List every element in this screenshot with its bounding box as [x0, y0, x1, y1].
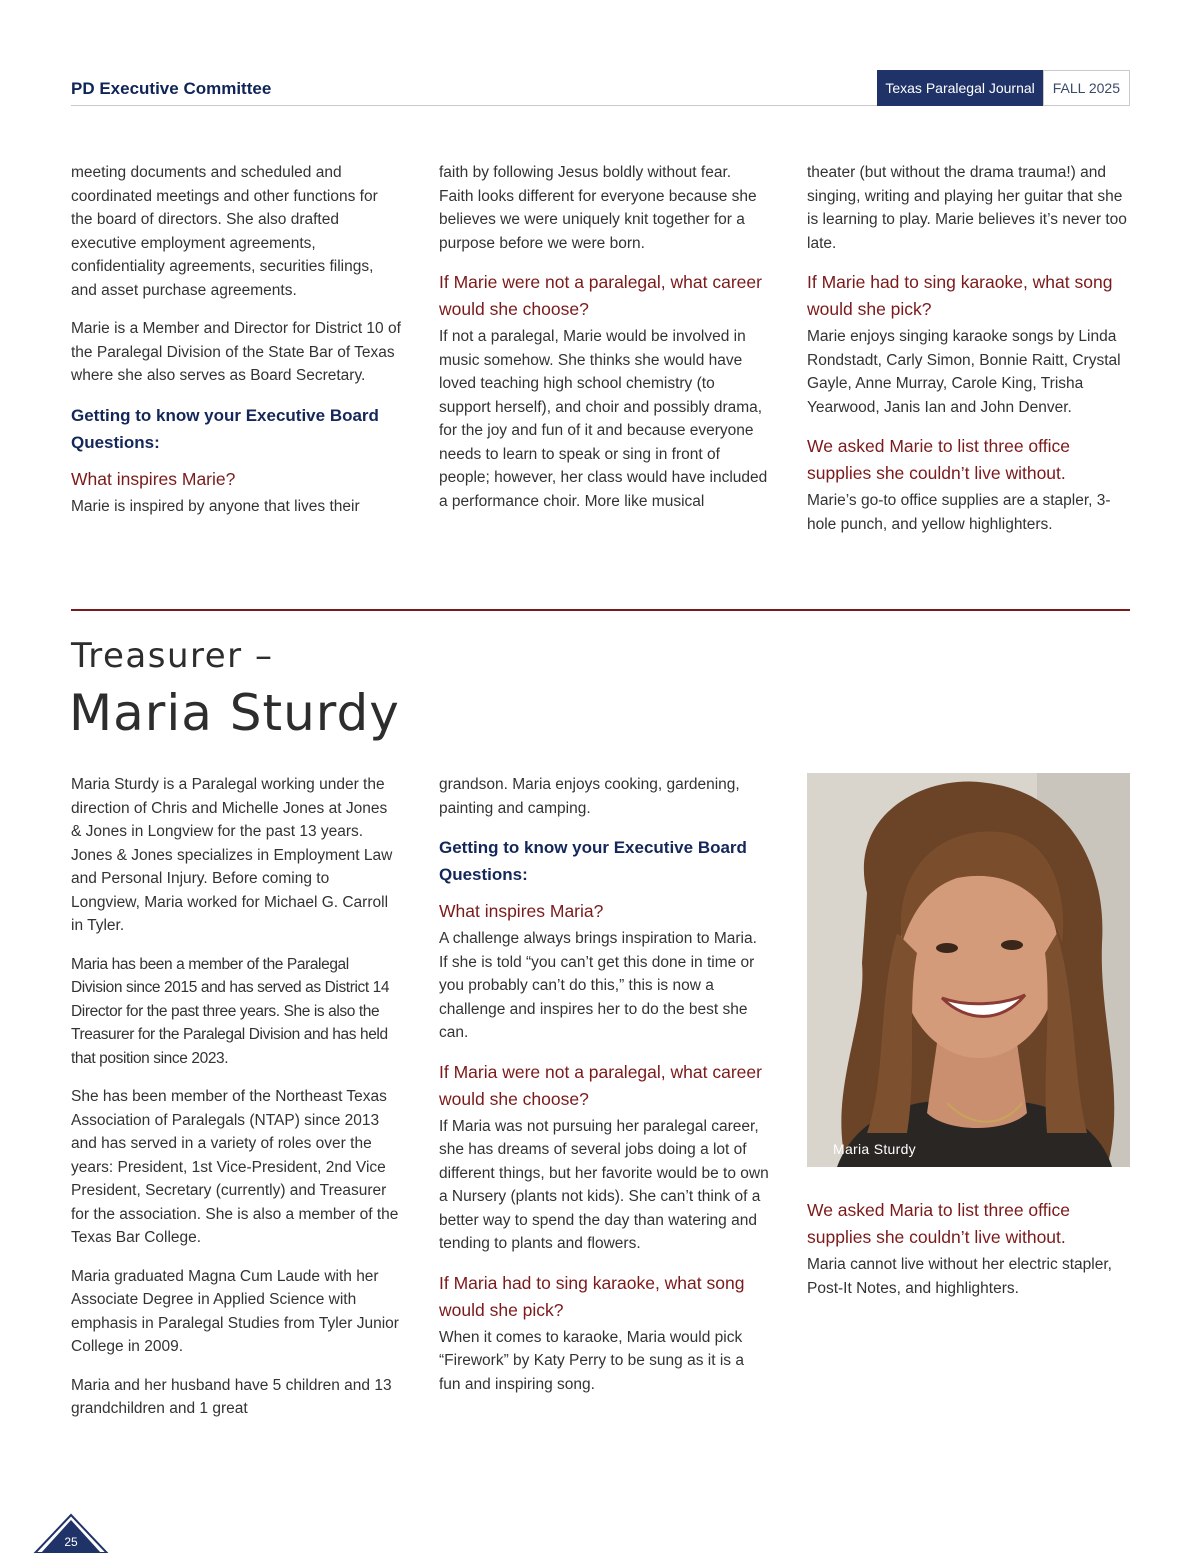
paragraph: If Maria was not pursuing her paralegal career, she has dreams of several jobs doing a lot of different things, but her favorite would be to own a Nursery (plants not kids). She can’t think of a better way to spend the day than watering and tending to plants and flowers.	[439, 1117, 769, 1252]
page-header	[71, 70, 1130, 106]
maria-column-2	[439, 773, 769, 1396]
question-heading: If Marie were not a paralegal, what career would she choose?	[439, 272, 762, 319]
photo-caption: Maria Sturdy	[833, 1141, 916, 1157]
paragraph: Marie’s go-to office supplies are a stapler, 3-hole punch, and yellow highlighters.	[807, 492, 1111, 533]
issue-season: FALL 2025	[1043, 70, 1130, 106]
portrait-photo	[807, 773, 1130, 1167]
paragraph: Maria graduated Magna Cum Laude with her Associate Degree in Applied Science with emphasis in Paralegal Studies from Tyler Junior College in 2009.	[71, 1267, 399, 1355]
question-heading: If Maria had to sing karaoke, what song would she pick?	[439, 1272, 745, 1320]
question-heading: If Maria were not a paralegal, what career would she choose?	[439, 1061, 762, 1109]
paragraph: When it comes to karaoke, Maria would pick “Firework” by Katy Perry to be sung as it is a fun and inspiring song.	[439, 1328, 744, 1393]
paragraph: She has been member of the Northeast Texas Association of Paralegals (NTAP) since 2013 and has served in a variety of roles over the years: President, 1st Vice-President, 2nd Vice President, Secretary (currently) and Treasurer for the association. She is also a member of the Texas Bar College.	[71, 1088, 399, 1246]
portrait-illustration	[807, 773, 1130, 1167]
marie-column-2	[439, 161, 769, 513]
paragraph: Maria has been a member of the Paralegal Division since 2015 and has served as District 14 Director for the past three years. She is also the Treasurer for the Paralegal Division and has held that position since 2023.	[71, 955, 390, 1067]
person-name: Maria Sturdy	[69, 684, 400, 742]
paragraph: Maria Sturdy is a Paralegal working under the direction of Chris and Michelle Jones at Jones & Jones in Longview for the past 13 years. Jones & Jones specializes in Employment Law and Personal Injury. Before coming to Longview, Maria worked for Michael G. Carroll in Tyler.	[71, 776, 393, 934]
paragraph: Maria cannot live without her electric stapler, Post-It Notes, and highlighters.	[807, 1256, 1112, 1297]
question-heading: We asked Marie to list three office supplies she couldn’t live without.	[807, 436, 1070, 483]
maria-column-1	[71, 773, 401, 1421]
paragraph: A challenge always brings inspiration to Maria. If she is told “you can’t get this done in time or you probably can’t do this,” this is now a challenge and inspires her to do the best she can.	[439, 930, 757, 1041]
paragraph: Marie is a Member and Director for District 10 of the Paralegal Division of the State Bar of Texas where she also serves as Board Secretary.	[71, 320, 401, 384]
marie-column-3	[807, 161, 1137, 536]
header-badges	[877, 70, 1130, 106]
maria-column-3	[807, 1197, 1137, 1300]
page-number: 25	[64, 1535, 78, 1549]
questions-heading: Getting to know your Executive Board Questions:	[71, 405, 379, 452]
journal-name: Texas Paralegal Journal	[877, 70, 1042, 106]
paragraph: Marie is inspired by anyone that lives their	[71, 497, 360, 515]
question-heading: What inspires Maria?	[439, 901, 604, 921]
paragraph: grandson. Maria enjoys cooking, gardening, painting and camping.	[439, 776, 740, 817]
paragraph: Marie enjoys singing karaoke songs by Linda Rondstadt, Carly Simon, Bonnie Raitt, Crystal Gayle, Anne Murray, Carole King, Trisha Yearwood, Janis Ian and John Denver.	[807, 328, 1121, 416]
questions-heading: Getting to know your Executive Board Questions:	[439, 838, 747, 884]
question-heading: If Marie had to sing karaoke, what song would she pick?	[807, 272, 1113, 319]
paragraph: meeting documents and scheduled and coordinated meetings and other functions for the board of directors. She also drafted executive employment agreements, confidentiality agreements, securities filings, and asset purchase agreements.	[71, 164, 378, 299]
marie-column-1	[71, 161, 401, 518]
paragraph: theater (but without the drama trauma!) and singing, writing and playing her guitar that she is learning to play. Marie believes it’s never too late.	[807, 164, 1127, 252]
question-heading: What inspires Marie?	[71, 468, 236, 489]
section-divider	[71, 609, 1130, 611]
role-title: Treasurer –	[71, 636, 274, 676]
page-number-badge	[33, 1513, 109, 1553]
paragraph: If not a paralegal, Marie would be involved in music somehow. She thinks she would have loved teaching high school chemistry (to support herself), and choir and possibly drama, for the joy and fun of it and because everyone needs to learn to speak or sing in front of people; however, her class would have included a performance choir. More like musical	[439, 328, 768, 510]
question-heading: We asked Maria to list three office supplies she couldn’t live without.	[807, 1200, 1070, 1247]
paragraph: faith by following Jesus boldly without fear. Faith looks different for everyone because she believes we were uniquely knit together for a purpose before we were born.	[439, 164, 757, 252]
paragraph: Maria and her husband have 5 children and 13 grandchildren and 1 great	[71, 1376, 392, 1417]
section-title: PD Executive Committee	[71, 79, 272, 98]
